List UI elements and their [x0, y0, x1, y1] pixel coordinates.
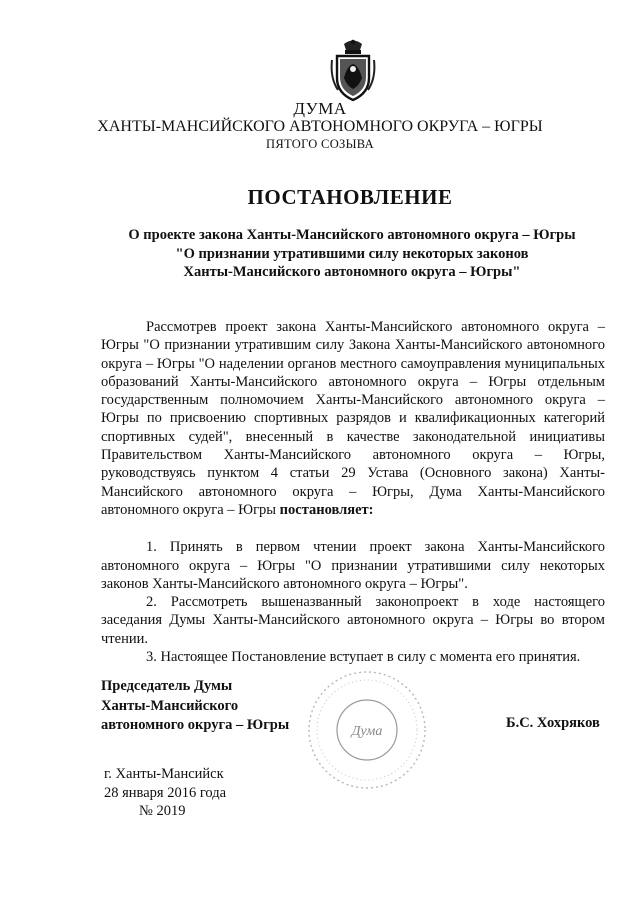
- document-body: [101, 318, 605, 666]
- signer-title-line: Ханты-Мансийского: [101, 697, 239, 714]
- date: 28 января 2016 года: [104, 784, 227, 801]
- document-type: ПОСТАНОВЛЕНИЕ: [247, 185, 453, 209]
- signer-title-line: Председатель Думы: [101, 678, 233, 694]
- subject-line: Ханты-Мансийского автономного округа – Югры": [183, 264, 521, 280]
- subject-line: "О признании утратившими силу некоторых законов: [175, 245, 529, 262]
- coat-of-arms-icon: [330, 38, 376, 102]
- city: г. Ханты-Мансийск: [104, 766, 224, 782]
- decision-item: 2. Рассмотреть вышеназванный законопроект в ходе настоящего заседания Думы Ханты-Мансийского автономного округа – Югры во втором чтении.: [101, 594, 605, 647]
- preamble-text: Рассмотрев проект закона Ханты-Мансийского автономного округа – Югры "О признании утратившим силу Закона Ханты-Мансийского автономного округа – Югры "О наделении органов местного самоуправления муниципальных образований Ханты-Мансийского автономного округа – Югры отдельным государственным полномочием Ханты-Мансийского автономного округа – Югры по присвоению спортивных разрядов и квалификационных категорий спортивных судей", внесенный в качестве законодательной инициативы Правительством Ханты-Мансийского автономного округа – Югры, руководствуясь пунктом 4 статьи 29 Устава (Основного закона) Ханты-Мансийского автономного округа – Югры, Дума Ханты-Мансийского автономного округа – Югры: [101, 319, 605, 518]
- decision-keyword: постановляет:: [279, 501, 374, 518]
- decision-item: 1. Принять в первом чтении проект закона Ханты-Мансийского автономного округа – Югры "О признании утратившими силу некоторых законов Ханты-Мансийского автономного округа – Югры".: [101, 539, 605, 592]
- document-number: № 2019: [139, 803, 186, 819]
- region-name: ХАНТЫ-МАНСИЙСКОГО АВТОНОМНОГО ОКРУГА – ЮГРЫ: [97, 118, 543, 135]
- subject-line: О проекте закона Ханты-Мансийского автономного округа – Югры: [128, 227, 576, 243]
- signer-title: [101, 677, 289, 736]
- document-subject: [100, 226, 604, 282]
- document-footer: [104, 765, 226, 821]
- organization-name: ДУМА: [293, 99, 347, 118]
- seal-text: Дума: [351, 724, 383, 739]
- convocation-label: ПЯТОГО СОЗЫВА: [266, 137, 374, 151]
- preamble-paragraph: [101, 318, 605, 519]
- signer-title-line: автономного округа – Югры: [101, 717, 290, 733]
- decision-item: 3. Настоящее Постановление вступает в силу с момента его принятия.: [146, 649, 581, 666]
- signer-name: Б.С. Хохряков: [506, 715, 600, 731]
- official-seal: [305, 668, 429, 792]
